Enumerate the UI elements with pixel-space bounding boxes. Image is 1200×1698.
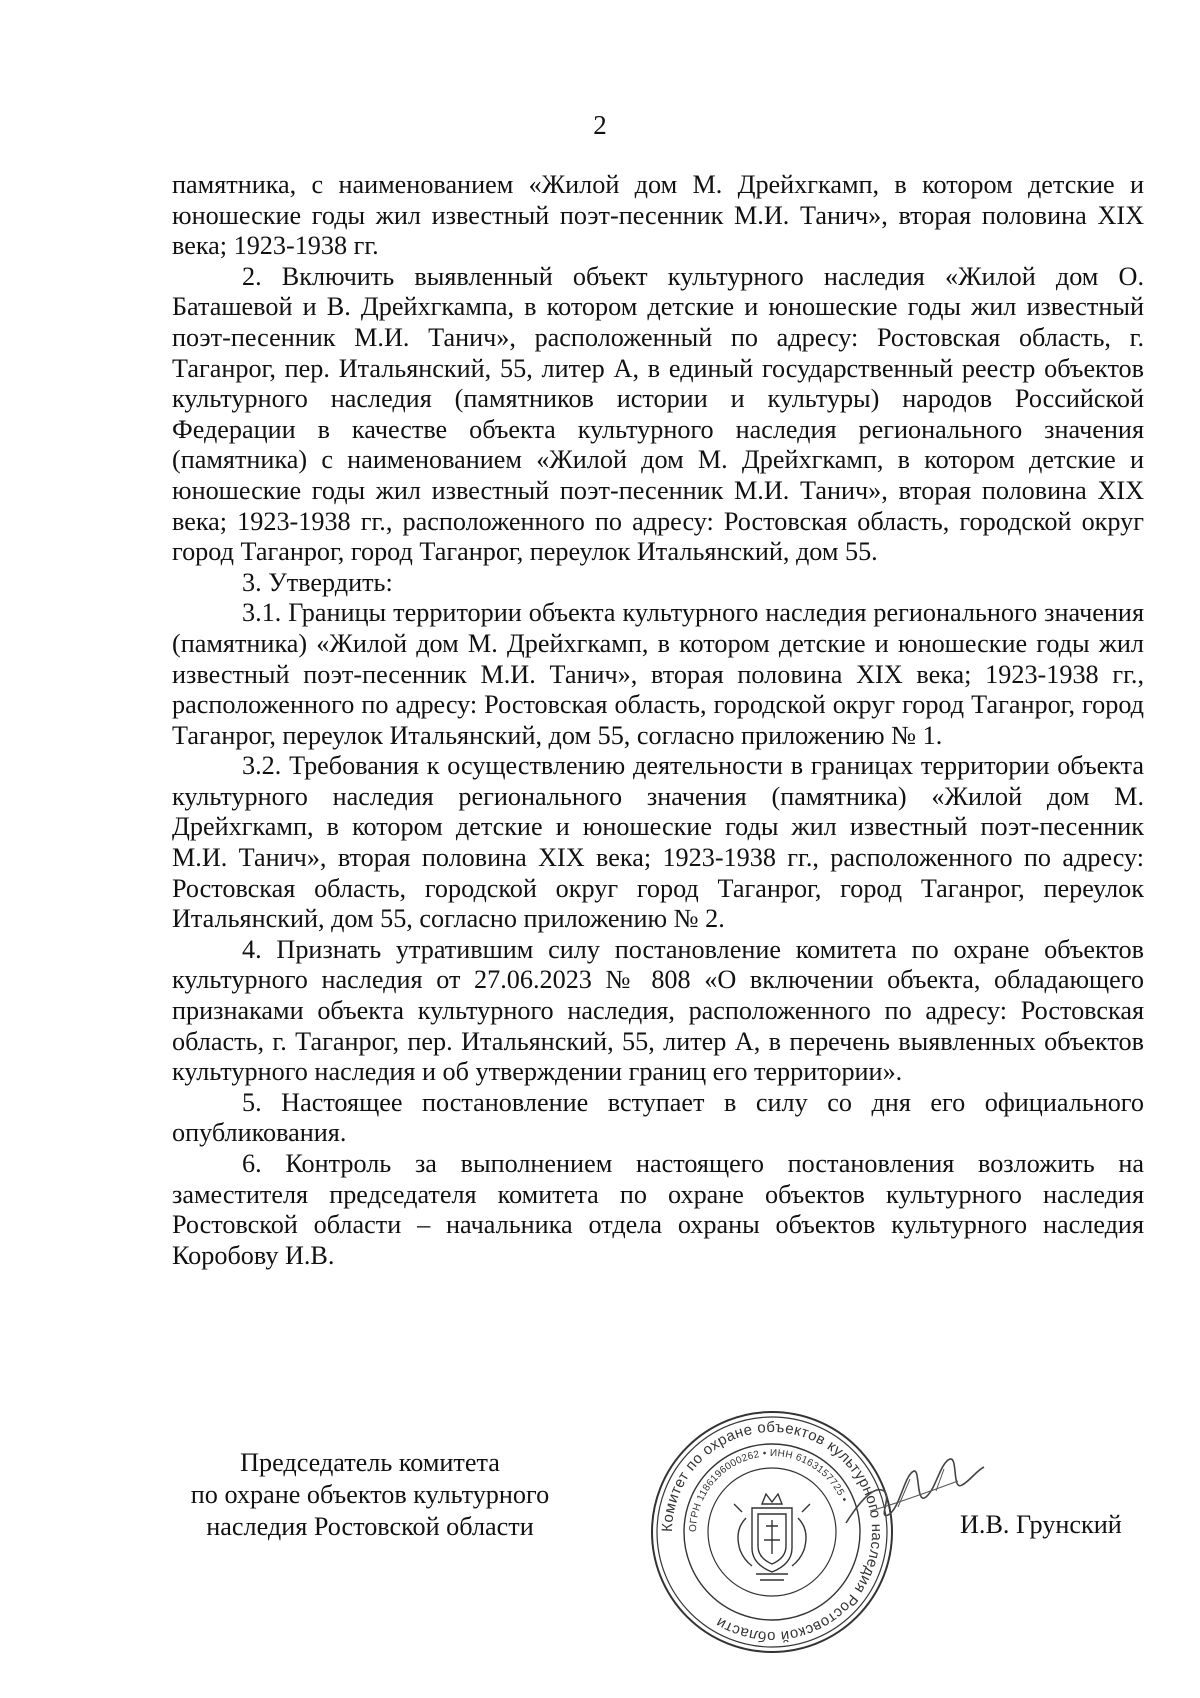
paragraph-item-3-1: 3.1. Границы территории объекта культурного наследия регионального значения (памятника) «Жилой дом М. Дрейхгкамп, в котором детские и юношеские годы жил известный поэт-песенник М.И. Танич», вторая половина XIX века; 1923-1938 гг., расположенного по адресу: Ростовская область, городской округ город Таганрог, город Таганрог, переулок Итальянский, дом 55, согласно приложению № 1. bbox=[172, 598, 1144, 750]
paragraph-item-3: 3. Утвердить: bbox=[242, 567, 393, 597]
signer-position bbox=[150, 1447, 590, 1543]
document-body bbox=[172, 170, 1144, 1271]
signer-position-line: Председатель комитета bbox=[240, 1448, 500, 1477]
paragraph-continuation: памятника, с наименованием «Жилой дом М. Дрейхгкамп, в котором детские и юношеские годы жил известный поэт-песенник М.И. Танич», вторая половина XIX века; 1923-1938 гг. bbox=[172, 170, 1144, 261]
paragraph-item-6: 6. Контроль за выполнением настоящего постановления возложить на заместителя председателя комитета по охране объектов культурного наследия Ростовской области – начальника отдела охраны объектов культурного наследия Коробову И.В. bbox=[172, 1149, 1144, 1270]
signer-position-line: по охране объектов культурного bbox=[190, 1480, 550, 1509]
signer-name: И.В. Грунский bbox=[960, 1510, 1122, 1539]
page-number: 2 bbox=[593, 110, 607, 140]
paragraph-item-2: 2. Включить выявленный объект культурного наследия «Жилой дом О. Баташевой и В. Дрейхгкампа, в котором детские и юношеские годы жил известный поэт-песенник М.И. Танич», расположенный по адресу: Ростовская область, г. Таганрог, пер. Итальянский, 55, литер А, в единый государственный реестр объектов культурного наследия (памятников истории и культуры) народов Российской Федерации в качестве объекта культурного наследия регионального значения (памятника) с наименованием «Жилой дом М. Дрейхгкамп, в котором детские и юношеские годы жил известный поэт-песенник М.И. Танич», вторая половина XIX века; 1923-1938 гг., расположенного по адресу: Ростовская область, городской округ город Таганрог, город Таганрог, переулок Итальянский, дом 55. bbox=[172, 261, 1144, 567]
svg-text:ОГРН 1186196000262 • ИНН 61631 bbox=[688, 1448, 850, 1532]
seal-inner-text: ОГРН 1186196000262 • ИНН 6163157725 • bbox=[687, 1447, 850, 1533]
seal-outer-text: Комитет по охране объектов культурного наследия Ростовской области bbox=[658, 1418, 886, 1646]
paragraph-item-4: 4. Признать утратившим силу постановление комитета по охране объектов культурного наследия от 27.06.2023 № 808 «О включении объекта, обладающего признаками объекта культурного наследия, расположенного по адресу: Ростовская область, г. Таганрог, пер. Итальянский, 55, литер А, в перечень выявленных объектов культурного наследия и об утверждении границ его территории». bbox=[172, 934, 1144, 1087]
paragraph-item-5: 5. Настоящее постановление вступает в силу со дня его официального опубликования. bbox=[172, 1087, 1144, 1148]
signer-position-line: наследия Ростовской области bbox=[206, 1512, 534, 1541]
paragraph-item-3-2: 3.2. Требования к осуществлению деятельности в границах территории объекта культурного наследия регионального значения (памятника) «Жилой дом М. Дрейхгкамп, в котором детские и юношеские годы жил известный поэт-песенник М.И. Танич», вторая половина XIX века; 1923-1938 гг., расположенного по адресу: Ростовская область, городской округ город Таганрог, город Таганрог, переулок Итальянский, дом 55, согласно приложению № 2. bbox=[172, 751, 1144, 934]
coat-of-arms-icon bbox=[734, 1494, 810, 1580]
